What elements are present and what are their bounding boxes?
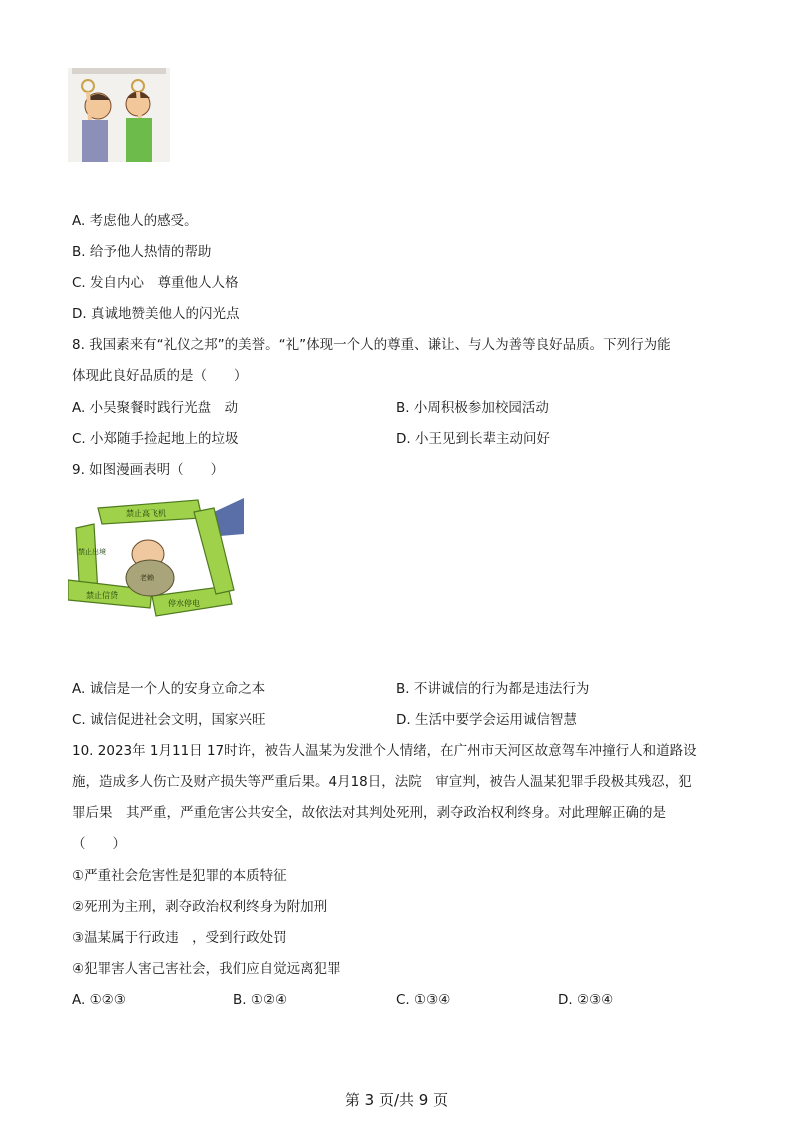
- q10-stem-line2: 施，造成多人伤亡及财产损失等严重后果。4月18日，法院 审宣判，被告人温某犯罪手段极其残忍，犯: [72, 774, 692, 790]
- q8-option-b: B. 小周积极参加校园活动: [396, 400, 549, 416]
- q10-stem-line1: 10. 2023年 1月11日 17时许，被告人温某为发泄个人情绪，在广州市天河区故意驾车冲撞行人和道路设: [72, 743, 697, 759]
- q10-statement-2: ②死刑为主刑，剥夺政治权利终身为附加刑: [72, 899, 328, 915]
- q10-statement-3: ③温某属于行政违 ，受到行政处罚: [72, 930, 287, 946]
- cartoon-label-bottom-right: 停水停电: [168, 599, 200, 608]
- q7-figure: [68, 68, 170, 162]
- q10-statement-1: ①严重社会危害性是犯罪的本质特征: [72, 868, 287, 884]
- q7-option-d: D. 真诚地赞美他人的闪光点: [72, 306, 240, 322]
- q8-stem-line1: 8. 我国素来有“礼仪之邦”的美誉。“礼”体现一个人的尊重、谦让、与人为善等良好品质。下列行为能: [72, 337, 671, 353]
- q9-stem: 9. 如图漫画表明（ ）: [72, 462, 225, 478]
- q10-option-c: C. ①③④: [396, 992, 451, 1008]
- cartoon-label-bottom-left: 禁止信贷: [86, 591, 118, 600]
- q8-stem-line2: 体现此良好品质的是（ ）: [72, 368, 248, 384]
- q10-stem-line3: 罪后果 其严重，严重危害公共安全，故依法对其判处死刑，剥夺政治权利终身。对此理解正确的是: [72, 805, 666, 821]
- cartoon-label-bag: 老赖: [140, 574, 154, 582]
- q9-option-c: C. 诚信促进社会文明，国家兴旺: [72, 712, 266, 728]
- q10-option-a: A. ①②③: [72, 992, 126, 1008]
- page-footer: 第 3 页/共 9 页: [344, 1091, 449, 1109]
- q10-option-d: D. ②③④: [558, 992, 614, 1008]
- q9-option-b: B. 不讲诚信的行为都是违法行为: [396, 681, 590, 697]
- q10-statement-4: ④犯罪害人害己害社会，我们应自觉远离犯罪: [72, 961, 341, 977]
- q10-option-b: B. ①②④: [233, 992, 288, 1008]
- q9-option-d: D. 生活中要学会运用诚信智慧: [396, 712, 577, 728]
- q7-option-c: C. 发自内心 尊重他人人格: [72, 275, 239, 291]
- cartoon-label-left: 禁止出境: [78, 548, 106, 556]
- q7-option-b: B. 给予他人热情的帮助: [72, 244, 212, 260]
- q8-option-a: A. 小吴聚餐时践行光盘 动: [72, 400, 239, 416]
- q8-option-d: D. 小王见到长辈主动问好: [396, 431, 550, 447]
- cartoon-label-top: 禁止高飞机: [126, 509, 166, 518]
- q7-option-a: A. 考虑他人的感受。: [72, 213, 198, 229]
- q9-cartoon: [68, 494, 244, 622]
- q8-option-c: C. 小郑随手捡起地上的垃圾: [72, 431, 239, 447]
- q10-stem-line4: （ ）: [72, 836, 126, 852]
- q9-option-a: A. 诚信是一个人的安身立命之本: [72, 681, 266, 697]
